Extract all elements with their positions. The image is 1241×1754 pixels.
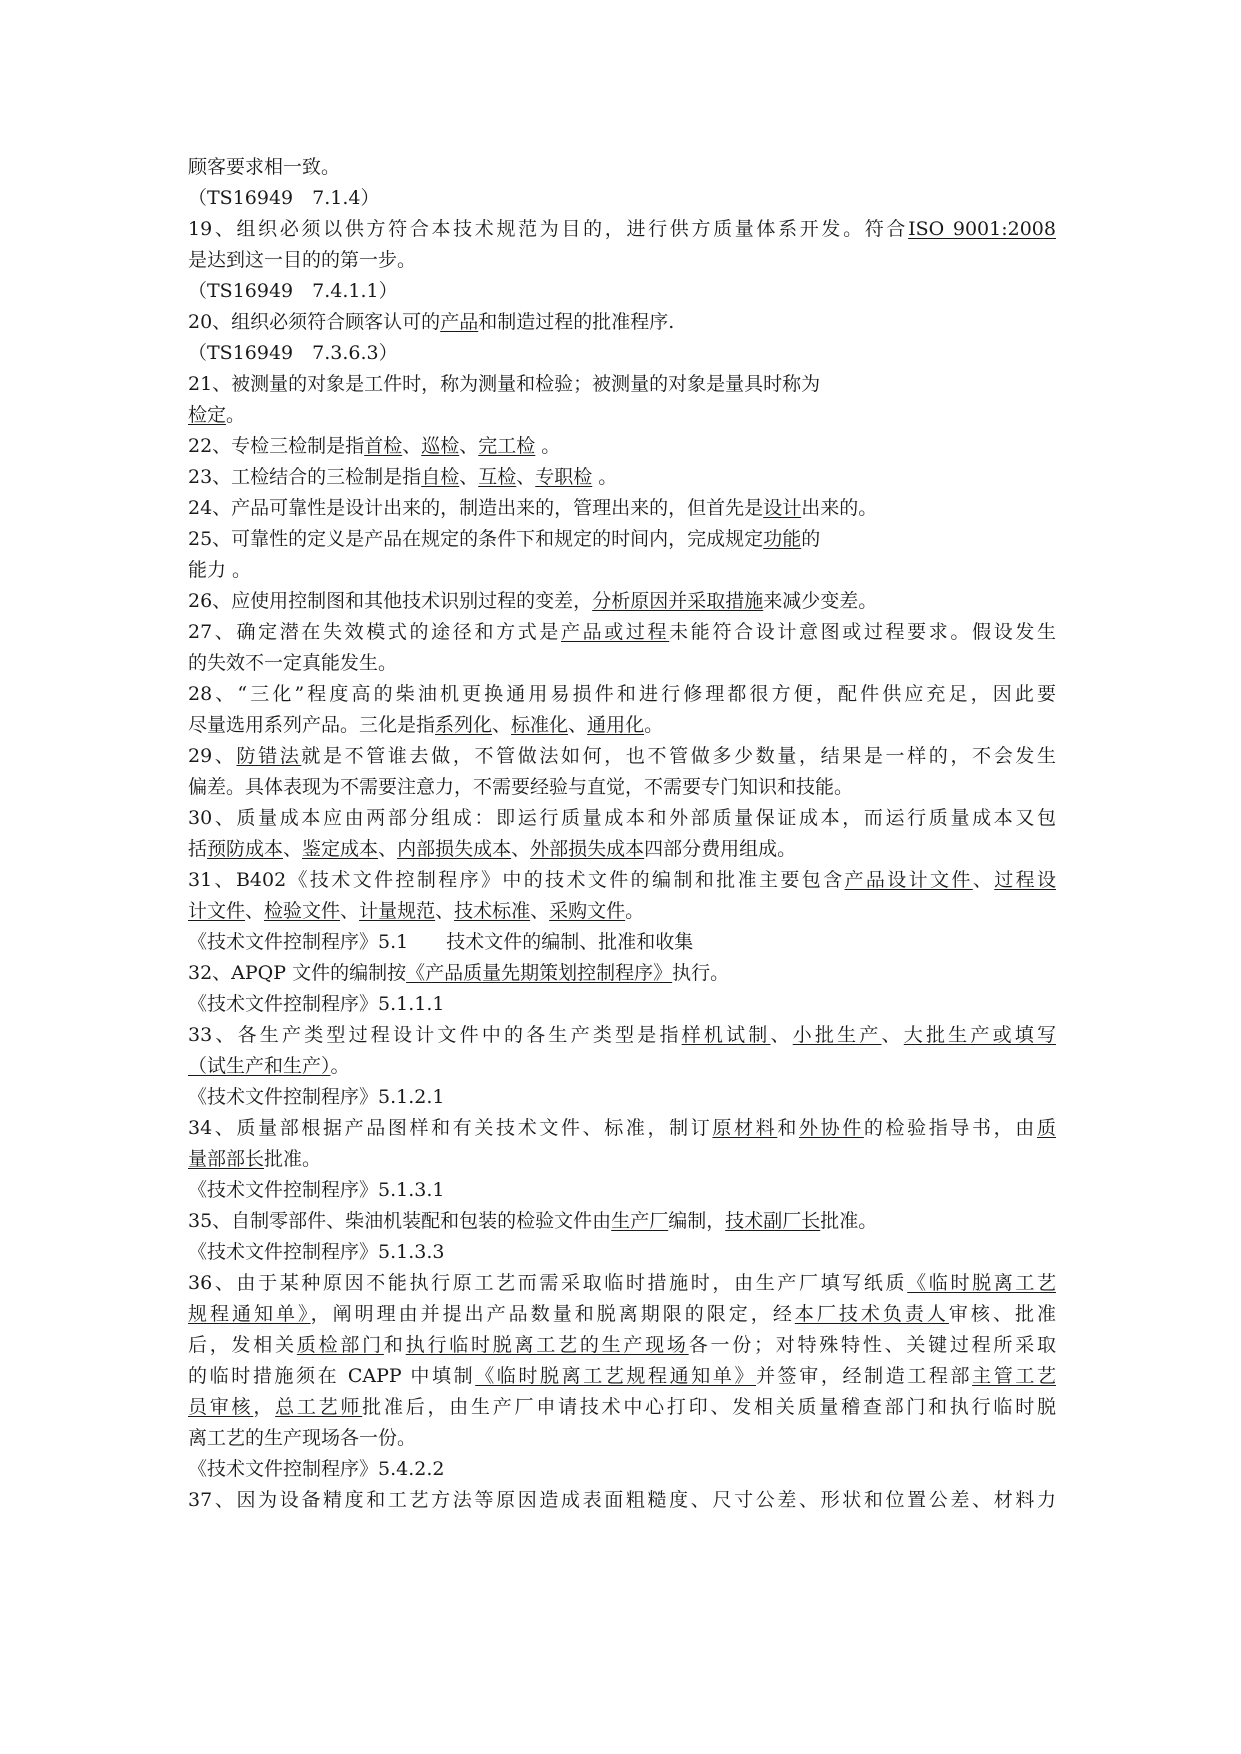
underlined-answer: 生产厂: [611, 1210, 669, 1232]
text-segment: 22、专检三检制是指: [188, 435, 365, 457]
text-segment: （TS16949 7.4.1.1）: [188, 280, 398, 302]
text-line: [188, 524, 1056, 555]
text-segment: 的: [801, 528, 821, 550]
text-segment: 并签审，经制造工程部: [756, 1365, 973, 1387]
text-line: [188, 152, 1056, 183]
underlined-answer: 完工检: [478, 435, 536, 457]
text-segment: 30、质量成本应由两部分组成：即运行质量成本和外部质量保证成本，而运行质量成本又包: [188, 807, 1056, 829]
text-line: [188, 1330, 1056, 1361]
text-segment: 的临时措施须在 CAPP 中填制: [188, 1365, 476, 1387]
underlined-answer: 小批生产: [792, 1024, 882, 1046]
text-segment: 括: [188, 838, 208, 860]
underlined-answer: 技术标准: [454, 900, 531, 922]
text-segment: 24、产品可靠性是设计出来的，制造出来的，管理出来的，但首先是: [188, 497, 764, 519]
text-segment: 《技术文件控制程序》5.4.2.2: [188, 1458, 445, 1480]
text-line: [188, 865, 1056, 896]
underlined-answer: 样机试制: [681, 1024, 771, 1046]
text-line: [188, 555, 1056, 586]
text-line: [188, 1454, 1056, 1485]
text-segment: 就是不管谁去做，不管做法如何，也不管做多少数量，结果是一样的，不会发生: [301, 745, 1056, 767]
text-segment: ，阐明理由并提出产品数量和脱离期限的限定，经: [310, 1303, 795, 1325]
text-segment: 顾客要求相一致。: [188, 156, 341, 178]
text-line: [188, 1268, 1056, 1299]
underlined-answer: 巡检: [421, 435, 460, 457]
text-segment: 审核、批准: [948, 1303, 1056, 1325]
text-line: [188, 1206, 1056, 1237]
text-segment: 未能符合设计意图或过程要求。假设发生: [669, 621, 1056, 643]
underlined-answer: 计量规范: [359, 900, 436, 922]
underlined-answer: 自检: [421, 466, 460, 488]
text-line: [188, 1082, 1056, 1113]
text-line: [188, 1020, 1056, 1051]
text-segment: 《技术文件控制程序》5.1.3.1: [188, 1179, 445, 1201]
text-segment: 、: [516, 466, 536, 488]
text-line: [188, 462, 1056, 493]
underlined-answer: 产品设计文件: [844, 869, 973, 891]
text-line: [188, 1175, 1056, 1206]
underlined-answer: 规程通知单》: [188, 1303, 311, 1325]
text-segment: 、: [568, 714, 588, 736]
text-segment: 《技术文件控制程序》5.1 技术文件的编制、批准和收集: [188, 931, 694, 953]
underlined-answer: 《临时脱离工艺规程通知单》: [475, 1365, 757, 1387]
text-line: [188, 772, 1056, 803]
text-segment: 36、由于某种原因不能执行原工艺而需采取临时措施时，由生产厂填写纸质: [188, 1272, 908, 1294]
underlined-answer: 检验文件: [264, 900, 341, 922]
text-segment: 《技术文件控制程序》5.1.1.1: [188, 993, 445, 1015]
text-line: [188, 1237, 1056, 1268]
text-segment: 执行。: [672, 962, 730, 984]
text-segment: 19、组织必须以供方符合本技术规范为目的，进行供方质量体系开发。符合: [188, 218, 909, 240]
text-segment: 的检验指导书，由: [863, 1117, 1037, 1139]
text-line: [188, 338, 1056, 369]
underlined-answer: 原材料: [712, 1117, 778, 1139]
underlined-answer: 系列化: [435, 714, 493, 736]
text-segment: 是达到这一目的的第一步。: [188, 249, 417, 271]
text-segment: 批准。: [264, 1148, 322, 1170]
underlined-answer: 专职检: [535, 466, 593, 488]
text-segment: 批准。: [820, 1210, 878, 1232]
text-segment: 和: [777, 1117, 799, 1139]
text-segment: 、: [530, 900, 550, 922]
text-segment: ，: [253, 1396, 276, 1418]
text-segment: 32、APQP 文件的编制按: [188, 962, 407, 984]
underlined-answer: 《产品质量先期策划控制程序》: [406, 962, 673, 984]
underlined-answer: 预防成本: [207, 838, 284, 860]
underlined-answer: 执行临时脱离工艺的生产现场: [405, 1334, 689, 1356]
underlined-answer: 大批生产或填写: [903, 1024, 1056, 1046]
underlined-answer: 技术副厂长: [725, 1210, 821, 1232]
text-segment: 、: [340, 900, 360, 922]
text-segment: 23、工检结合的三检制是指: [188, 466, 422, 488]
underlined-answer: 功能: [763, 528, 802, 550]
text-segment: 编制，: [668, 1210, 726, 1232]
text-line: [188, 586, 1056, 617]
underlined-answer: 标准化: [511, 714, 569, 736]
text-segment: 出来的。: [801, 497, 878, 519]
text-line: [188, 803, 1056, 834]
underlined-answer: 量部部长: [188, 1148, 265, 1170]
document-body: [188, 152, 1056, 1516]
text-segment: 。: [625, 900, 645, 922]
text-segment: 33、各生产类型过程设计文件中的各生产类型是指: [188, 1024, 682, 1046]
underlined-answer: 检定: [188, 404, 227, 426]
underlined-answer: 首检: [364, 435, 403, 457]
text-segment: 、: [511, 838, 531, 860]
text-line: [188, 896, 1056, 927]
text-line: [188, 214, 1056, 245]
text-line: [188, 927, 1056, 958]
underlined-answer: 互检: [478, 466, 517, 488]
text-segment: 、: [459, 466, 479, 488]
underlined-answer: 设计: [763, 497, 802, 519]
underlined-answer: 通用化: [587, 714, 645, 736]
text-line: [188, 307, 1056, 338]
text-line: [188, 276, 1056, 307]
text-line: [188, 1423, 1056, 1454]
underlined-answer: 外协件: [798, 1117, 864, 1139]
text-line: [188, 1113, 1056, 1144]
text-segment: 、: [492, 714, 512, 736]
text-segment: 、: [283, 838, 303, 860]
underlined-answer: 外部损失成本: [530, 838, 645, 860]
text-line: [188, 648, 1056, 679]
text-segment: 《技术文件控制程序》5.1.3.3: [188, 1241, 445, 1263]
text-line: [188, 1392, 1056, 1423]
text-line: [188, 710, 1056, 741]
text-segment: 20、组织必须符合顾客认可的: [188, 311, 441, 333]
text-line: [188, 958, 1056, 989]
text-segment: 、: [459, 435, 479, 457]
text-line: [188, 741, 1056, 772]
text-segment: 后，发相关: [188, 1334, 297, 1356]
underlined-answer: 采购文件: [549, 900, 626, 922]
text-segment: 37、因为设备精度和工艺方法等原因造成表面粗糙度、尺寸公差、形状和位置公差、材料力: [188, 1489, 1056, 1511]
underlined-answer: 过程设: [994, 869, 1056, 891]
text-segment: 29、: [188, 745, 237, 767]
text-line: [188, 493, 1056, 524]
underlined-answer: 《临时脱离工艺: [907, 1272, 1056, 1294]
text-segment: 各一份；对特殊特性、关键过程所采取: [688, 1334, 1056, 1356]
underlined-answer: 防错法: [236, 745, 302, 767]
text-segment: 。: [535, 435, 561, 457]
text-line: [188, 369, 1056, 400]
text-line: [188, 183, 1056, 214]
text-line: [188, 617, 1056, 648]
text-segment: （TS16949 7.3.6.3）: [188, 342, 398, 364]
text-segment: 35、自制零部件、柴油机装配和包装的检验文件由: [188, 1210, 612, 1232]
text-line: [188, 989, 1056, 1020]
text-line: [188, 679, 1056, 710]
underlined-answer: 主管工艺: [972, 1365, 1056, 1387]
text-segment: 来减少变差。: [763, 590, 878, 612]
text-segment: 、: [245, 900, 265, 922]
underlined-answer: 质: [1036, 1117, 1056, 1139]
text-segment: 偏差。具体表现为不需要注意力，不需要经验与直觉，不需要专门知识和技能。: [188, 776, 854, 798]
text-line: [188, 1144, 1056, 1175]
text-segment: 25、可靠性的定义是产品在规定的条件下和规定的时间内，完成规定: [188, 528, 764, 550]
text-segment: 。: [644, 714, 664, 736]
text-segment: 34、质量部根据产品图样和有关技术文件、标准，制订: [188, 1117, 713, 1139]
text-segment: 、: [881, 1024, 904, 1046]
text-segment: 26、应使用控制图和其他技术识别过程的变差，: [188, 590, 593, 612]
underlined-answer: 本厂技术负责人: [794, 1303, 949, 1325]
text-line: [188, 1361, 1056, 1392]
text-segment: 21、被测量的对象是工件时，称为测量和检验；被测量的对象是量具时称为: [188, 373, 821, 395]
underlined-answer: 产品或过程: [560, 621, 670, 643]
underlined-answer: 产品: [440, 311, 479, 333]
text-line: [188, 245, 1056, 276]
text-segment: 批准后，由生产厂申请技术中心打印、发相关质量稽查部门和执行临时脱: [362, 1396, 1056, 1418]
text-segment: 四部分费用组成。: [644, 838, 797, 860]
text-segment: 27、确定潜在失效模式的途径和方式是: [188, 621, 561, 643]
text-line: [188, 834, 1056, 865]
underlined-answer: （试生产和生产）: [188, 1055, 331, 1077]
text-segment: 。: [330, 1055, 350, 1077]
text-line: [188, 1485, 1056, 1516]
text-segment: 的失效不一定真能发生。: [188, 652, 398, 674]
text-segment: 、: [770, 1024, 793, 1046]
text-segment: 《技术文件控制程序》5.1.2.1: [188, 1086, 445, 1108]
text-segment: 能力 。: [188, 559, 252, 581]
text-line: [188, 1299, 1056, 1330]
text-segment: 31、B402《技术文件控制程序》中的技术文件的编制和批准主要包含: [188, 869, 845, 891]
underlined-answer: 计文件: [188, 900, 246, 922]
text-segment: 、: [972, 869, 995, 891]
text-segment: 和: [383, 1334, 406, 1356]
text-segment: 。: [226, 404, 246, 426]
text-line: [188, 400, 1056, 431]
text-segment: 、: [378, 838, 398, 860]
text-segment: 、: [402, 435, 422, 457]
text-line: [188, 431, 1056, 462]
underlined-answer: 鉴定成本: [302, 838, 379, 860]
underlined-answer: 内部损失成本: [397, 838, 512, 860]
text-segment: 离工艺的生产现场各一份。: [188, 1427, 417, 1449]
underlined-answer: ISO 9001:2008: [908, 218, 1056, 240]
text-segment: 和制造过程的批准程序.: [478, 311, 675, 333]
underlined-answer: 总工艺师: [275, 1396, 363, 1418]
underlined-answer: 分析原因并采取措施: [592, 590, 764, 612]
text-segment: 。: [592, 466, 618, 488]
text-segment: 28、“三化”程度高的柴油机更换通用易损件和进行修理都很方便，配件供应充足，因此要: [188, 683, 1056, 705]
underlined-answer: 员审核: [188, 1396, 254, 1418]
text-line: [188, 1051, 1056, 1082]
text-segment: 、: [435, 900, 455, 922]
text-segment: （TS16949 7.1.4）: [188, 187, 380, 209]
underlined-answer: 质检部门: [296, 1334, 384, 1356]
text-segment: 尽量选用系列产品。三化是指: [188, 714, 436, 736]
